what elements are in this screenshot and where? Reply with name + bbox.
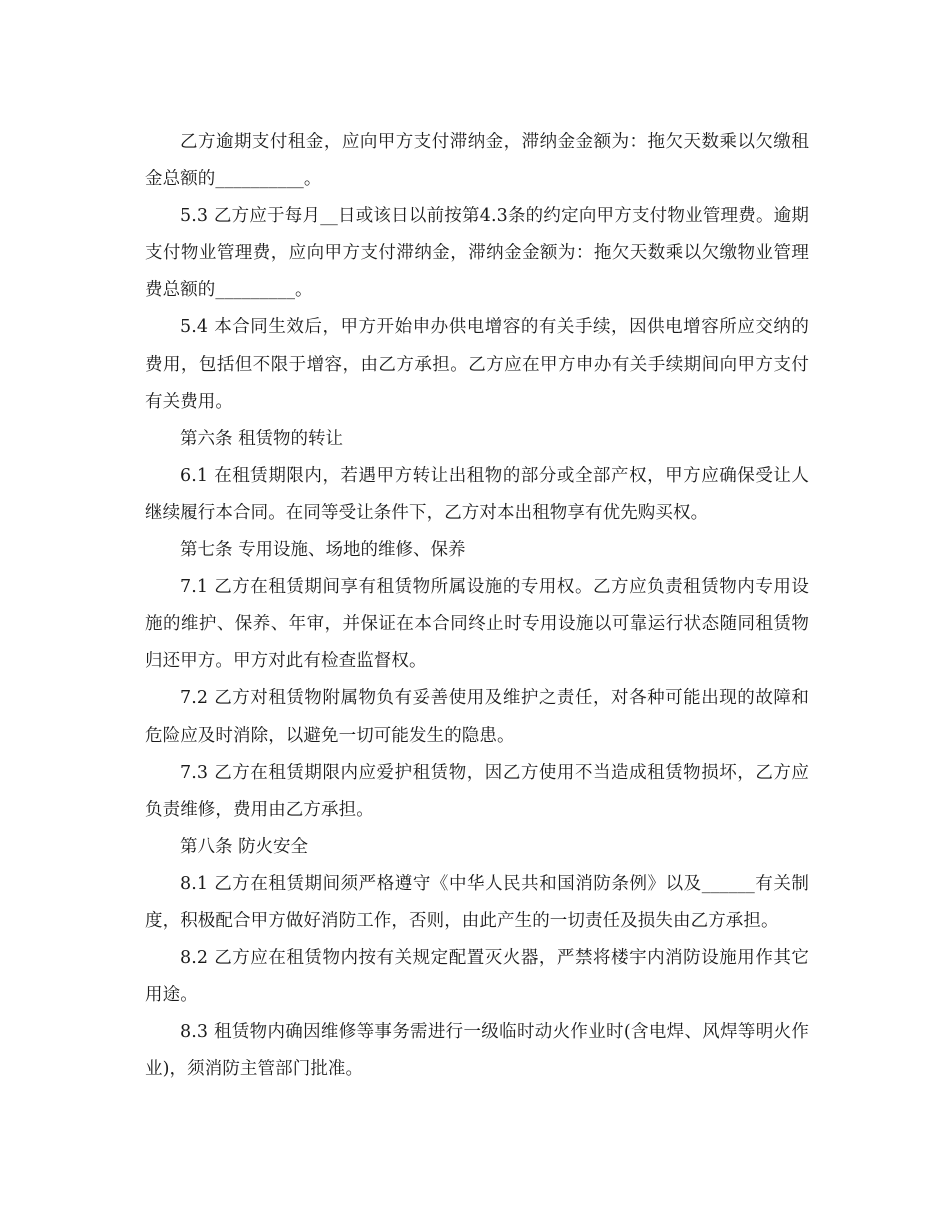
paragraph-7-1: 7.1 乙方在租赁期间享有租赁物所属设施的专用权。乙方应负责租赁物内专用设施的维护、保养、年审，并保证在本合同终止时专用设施以可靠运行状态随同租赁物归还甲方。甲方对此有检查监督权。 (145, 577, 809, 672)
section-heading-7: 第七条 专用设施、场地的维修、保养 (180, 540, 466, 561)
section-heading-8: 第八条 防火安全 (180, 836, 309, 857)
paragraph-5-3: 5.3 乙方应于每月__日或该日以前按第4.3条的约定向甲方支付物业管理费。逾期支付物业管理费，应向甲方支付滞纳金，滞纳金金额为：拖欠天数乘以欠缴物业管理费总额的_________。 (145, 206, 809, 301)
paragraph-late-rent-penalty: 乙方逾期支付租金，应向甲方支付滞纳金，滞纳金金额为：拖欠天数乘以欠缴租金总额的__________。 (145, 132, 809, 190)
paragraph-6-1: 6.1 在租赁期限内，若遇甲方转让出租物的部分或全部产权，甲方应确保受让人继续履行本合同。在同等受让条件下，乙方对本出租物享有优先购买权。 (145, 465, 809, 523)
paragraph-5-4: 5.4 本合同生效后，甲方开始申办供电增容的有关手续，因供电增容所应交纳的费用，包括但不限于增容，由乙方承担。乙方应在甲方申办有关手续期间向甲方支付有关费用。 (145, 317, 809, 412)
paragraph-7-3: 7.3 乙方在租赁期限内应爱护租赁物，因乙方使用不当造成租赁物损坏，乙方应负责维修，费用由乙方承担。 (145, 762, 809, 820)
section-heading-6: 第六条 租赁物的转让 (180, 428, 344, 449)
paragraph-7-2: 7.2 乙方对租赁物附属物负有妥善使用及维护之责任，对各种可能出现的故障和危险应及时消除，以避免一切可能发生的隐患。 (145, 688, 809, 746)
paragraph-8-2: 8.2 乙方应在租赁物内按有关规定配置灭火器，严禁将楼宇内消防设施用作其它用途。 (145, 948, 809, 1006)
paragraph-8-1: 8.1 乙方在租赁期间须严格遵守《中华人民共和国消防条例》以及______有关制度，积极配合甲方做好消防工作，否则，由此产生的一切责任及损失由乙方承担。 (145, 873, 809, 931)
paragraph-8-3: 8.3 租赁物内确因维修等事务需进行一级临时动火作业时(含电焊、风焊等明火作业)，须消防主管部门批准。 (145, 1022, 809, 1080)
document-body (145, 124, 809, 1088)
